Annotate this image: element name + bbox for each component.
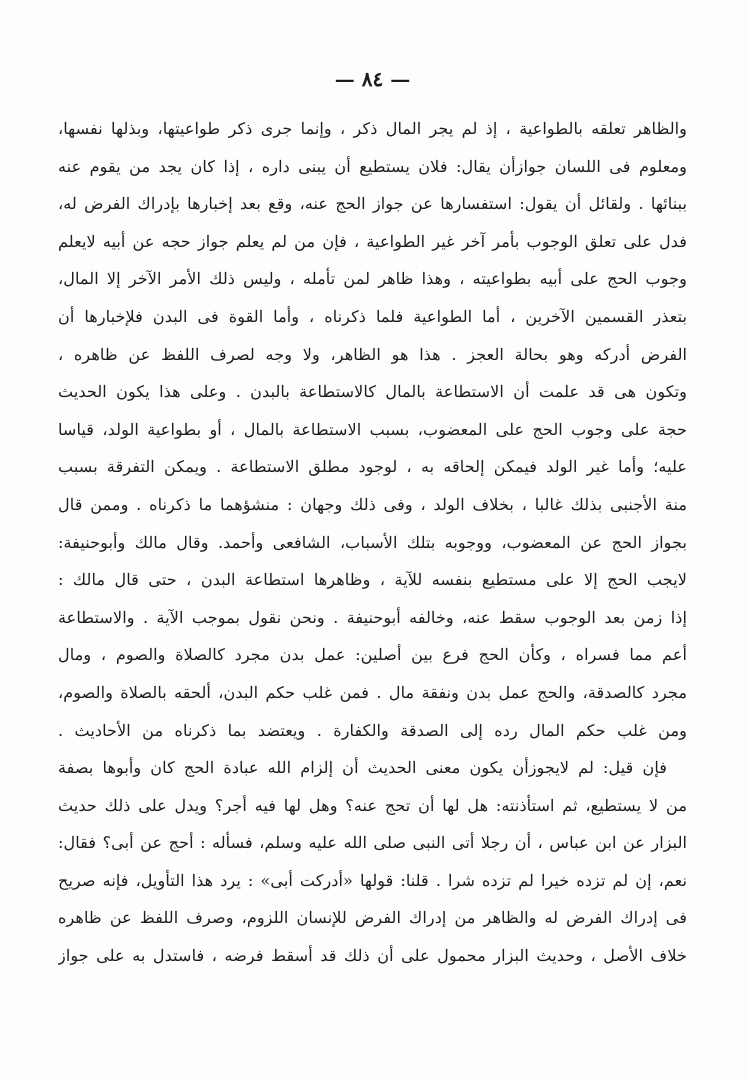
text-line: خلاف الأصل ، وحديث البزار محمول على أن ذلك قد أسقط فرضه ، فاستدل به على جواز: [58, 946, 687, 966]
text-line: والظاهر تعلقه بالطواعية ، إذ لم يجر المال ذكر ، وإنما جرى ذكر طواعيتها، وبذلها نفسها،: [58, 119, 687, 138]
text-line: ببنائها . ولقائل أن يقول: استفسارها عن جواز الحج عنه، وقع بعد إخبارها بإدراك الفرض له،: [58, 194, 687, 214]
text-line: بتعذر القسمين الآخرين ، أما الطواعية فلما ذكرناه ، وأما القوة فى البدن فلإخبارها أن: [58, 306, 687, 326]
text-line: فى إدراك الفرض له والظاهر من إدراك الفرض للإنسان اللزوم، وصرف اللفظ عن ظاهره: [58, 908, 687, 928]
text-line: إذا زمن بعد الوجوب سقط عنه، وخالفه أبوحنيفة . ونحن نقول بموجب الآية . والاستطاعة: [58, 607, 687, 627]
text-line: وجوب الحج على أبيه بطواعيته ، وهذا ظاهر لمن تأمله ، وليس ذلك الأمر الآخر إلا المال،: [58, 269, 687, 289]
text-line: الفرض أدركه وهو بحالة العجز . هذا هو الظاهر، ولا وجه لصرف اللفظ عن ظاهره ،: [58, 344, 687, 364]
text-line: عليه؛ وأما غير الولد فيمكن إلحاقه به ، لوجود مطلق الاستطاعة . ويمكن التفرقة بسبب: [58, 457, 687, 477]
text-line: فدل على تعلق الوجوب بأمر آخر غير الطواعية ، فإن من لم يعلم جواز حجه عن أبيه لايعلم: [58, 231, 687, 251]
text-line: حجة على وجوب الحج على المعضوب، بسبب الاستطاعة بالمال ، أو بطواعية الولد، قياسا: [58, 419, 687, 439]
text-line: أعم مما فسراه ، وكأن الحج فرع بين أصلين: عمل بدن مجرد كالصلاة والصوم ، ومال: [58, 645, 687, 665]
text-line: فإن قيل: لم لايجوزأن يكون معنى الحديث أن إلزام الله عبادة الحج كان وأبوها بصفة: [58, 758, 667, 778]
text-line: منة الأجنبى بذلك غالبا ، بخلاف الولد ، وفى ذلك وجهان : منشؤهما ما ذكرناه . وممن قال: [58, 494, 687, 514]
text-line: مجرد كالصدقة، والحج عمل بدن ونفقة مال . فمن غلب حكم البدن، ألحقه بالصلاة والصوم،: [58, 682, 687, 702]
text-line: البزار عن ابن عباس ، أن رجلا أتى النبى صلى الله عليه وسلم، فسأله : أحج عن أبى؟ فقال:: [58, 833, 687, 853]
body-text: [58, 110, 687, 975]
text-line: لايجب الحج إلا على مستطيع بنفسه للآية ، وظاهرها استطاعة البدن ، حتى قال مالك :: [58, 570, 687, 590]
text-line: وتكون هى قد علمت أن الاستطاعة بالمال كالاستطاعة بالبدن . وعلى هذا يكون الحديث: [58, 382, 687, 402]
text-line: ومن غلب حكم المال رده إلى الصدقة والكفارة . ويعتضد بما ذكرناه من الأحاديث .: [58, 720, 687, 740]
text-line: ومعلوم فى اللسان جوازأن يقال: فلان يستطيع أن يبنى داره ، إذا كان يجد من يقوم عنه: [58, 156, 687, 176]
text-line: من لا يستطيع، ثم استأذنته: هل لها أن تحج عنه؟ وهل لها فيه أجر؟ ويدل على ذلك حديث: [58, 795, 687, 815]
text-line: نعم، إن لم تزده خيرا لم تزده شرا . قلنا: قولها «أدركت أبى» : يرد هذا التأويل، فإنه صريح: [58, 870, 687, 890]
page-number: — ٨٤ —: [334, 67, 411, 91]
text-line: بجواز الحج عن المعضوب، ووجوبه بتلك الأسباب، الشافعى وأحمد. وقال مالك وأبوحنيفة:: [58, 532, 687, 552]
